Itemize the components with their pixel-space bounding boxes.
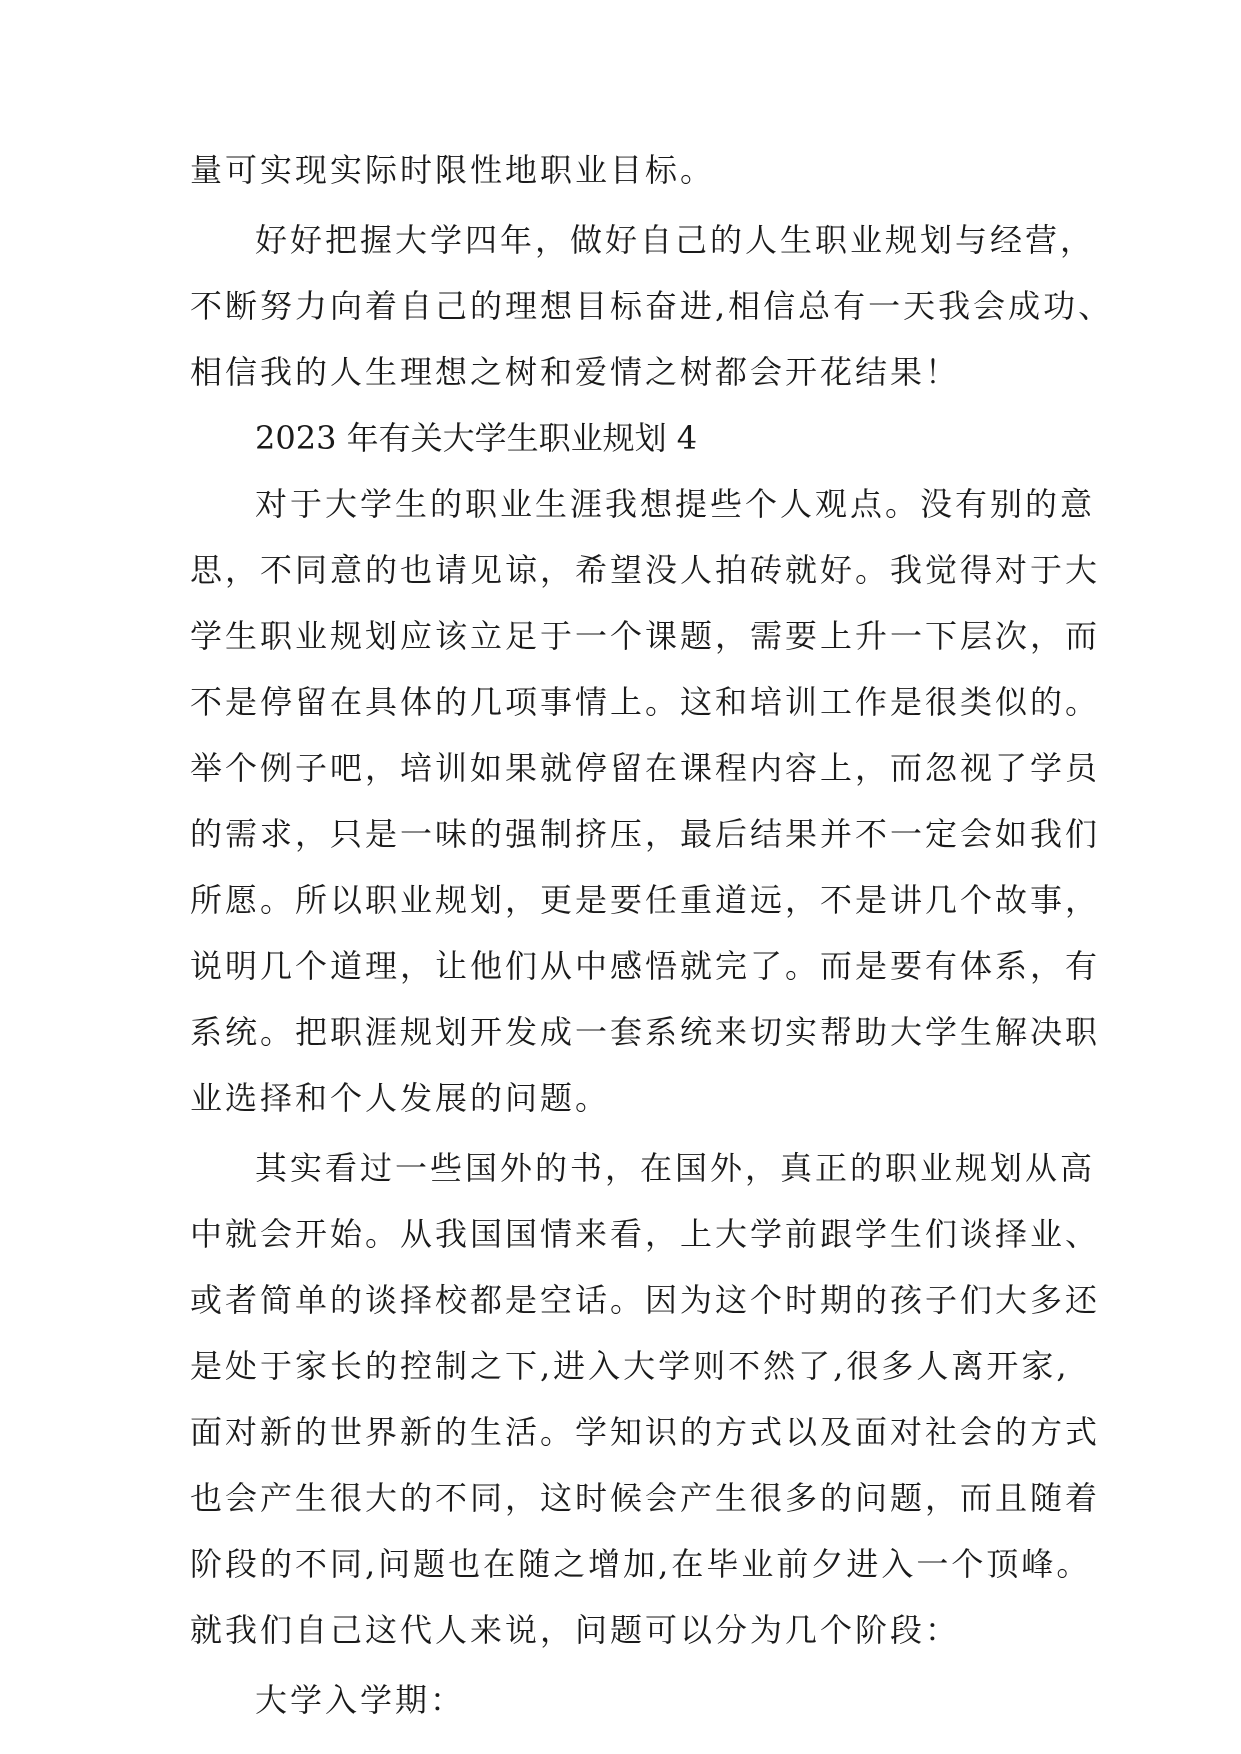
text-line: 业选择和个人发展的问题。: [190, 1079, 611, 1117]
text-line: 不是停留在具体的几项事情上。这和培训工作是很类似的。: [190, 683, 1101, 721]
text-line: 是处于家长的控制之下,进入大学则不然了,很多人离开家,: [190, 1347, 1070, 1385]
text-line: 中就会开始。从我国国情来看，上大学前跟学生们谈择业、: [190, 1215, 1101, 1253]
text-line: 其实看过一些国外的书，在国外，真正的职业规划从高: [255, 1149, 1096, 1187]
text-line: 或者简单的谈择校都是空话。因为这个时期的孩子们大多还: [190, 1281, 1101, 1319]
text-line: 说明几个道理，让他们从中感悟就完了。而是要有体系，有: [190, 947, 1101, 985]
text-line: 系统。把职涯规划开发成一套系统来切实帮助大学生解决职: [190, 1013, 1101, 1051]
text-line: 就我们自己这代人来说，问题可以分为几个阶段：: [190, 1611, 961, 1649]
text-line: 举个例子吧，培训如果就停留在课程内容上，而忽视了学员: [190, 749, 1101, 787]
text-line: 大学入学期：: [255, 1681, 466, 1719]
text-line: 相信我的人生理想之树和爱情之树都会开花结果！: [190, 353, 961, 391]
text-line: 学生职业规划应该立足于一个课题，需要上升一下层次，而: [190, 617, 1101, 655]
text-line: 对于大学生的职业生涯我想提些个人观点。没有别的意: [255, 485, 1096, 523]
text-line: 好好把握大学四年，做好自己的人生职业规划与经营，: [255, 221, 1096, 259]
text-line: 所愿。所以职业规划，更是要任重道远，不是讲几个故事，: [190, 881, 1101, 919]
text-line: 面对新的世界新的生活。学知识的方式以及面对社会的方式: [190, 1413, 1101, 1451]
text-line: 也会产生很大的不同，这时候会产生很多的问题，而且随着: [190, 1479, 1101, 1517]
text-line: 思，不同意的也请见谅，希望没人拍砖就好。我觉得对于大: [190, 551, 1101, 589]
text-line: 量可实现实际时限性地职业目标。: [190, 151, 716, 189]
section-heading: 2023 年有关大学生职业规划 4: [255, 419, 698, 457]
text-line: 阶段的不同,问题也在随之增加,在毕业前夕进入一个顶峰。: [190, 1545, 1092, 1583]
text-line: 不断努力向着自己的理想目标奋进,相信总有一天我会成功、: [190, 287, 1114, 325]
text-line: 的需求，只是一味的强制挤压，最后结果并不一定会如我们: [190, 815, 1101, 853]
